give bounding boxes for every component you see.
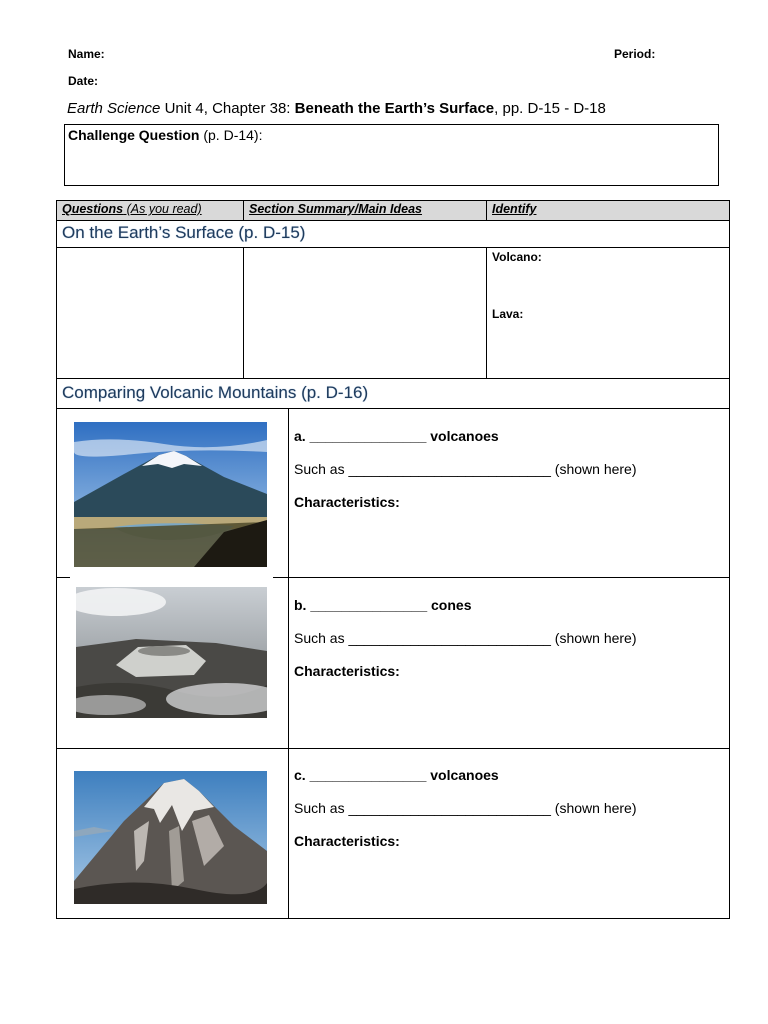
table-border-left — [56, 200, 57, 919]
volcano-type-c: c. _______________ volcanoes — [294, 767, 499, 783]
title-unit: Unit 4, Chapter 38: — [164, 100, 295, 117]
table-divider — [56, 748, 730, 749]
characteristics-a: Characteristics: — [294, 494, 400, 510]
table-divider — [56, 408, 730, 409]
questions-cell[interactable] — [57, 248, 242, 378]
table-divider — [288, 408, 289, 919]
table-divider — [56, 220, 730, 221]
table-divider — [486, 247, 487, 379]
such-as-c: Such as __________________________ (shown here) — [294, 800, 637, 816]
period-label: Period: — [614, 47, 656, 61]
volcano-type-a: a. _______________ volcanoes — [294, 428, 499, 444]
table-border-right — [729, 200, 730, 919]
table-divider — [56, 247, 730, 248]
characteristics-c: Characteristics: — [294, 833, 400, 849]
section-title-volcanic-mountains: Comparing Volcanic Mountains (p. D-16) — [62, 383, 369, 402]
table-divider — [56, 378, 730, 379]
header-summary: Section Summary/Main Ideas — [249, 202, 422, 216]
cinder-cone-photo — [76, 587, 267, 718]
summary-cell[interactable] — [244, 248, 485, 378]
notes-table — [56, 200, 730, 919]
title-pages: , pp. D-15 - D-18 — [494, 100, 606, 117]
section-title-earth-surface: On the Earth’s Surface (p. D-15) — [62, 223, 306, 242]
volcano-type-b: b. _______________ cones — [294, 597, 472, 613]
table-divider — [486, 200, 487, 221]
table-border-bottom — [56, 918, 730, 919]
characteristics-b: Characteristics: — [294, 663, 400, 679]
identify-term-lava: Lava: — [492, 307, 524, 321]
challenge-question — [68, 127, 262, 143]
such-as-b: Such as __________________________ (shown here) — [294, 630, 637, 646]
identify-term-volcano: Volcano: — [492, 250, 542, 264]
challenge-question-box[interactable] — [64, 124, 719, 186]
such-as-a: Such as __________________________ (shown here) — [294, 461, 637, 477]
header-identify: Identify — [492, 202, 537, 216]
header-questions: Questions (As you read) — [62, 202, 202, 216]
composite-volcano-photo — [74, 771, 267, 904]
title-chapter-name: Beneath the Earth’s Surface — [294, 100, 495, 117]
date-label: Date: — [68, 74, 99, 88]
challenge-ref: (p. D-14): — [199, 127, 263, 143]
table-divider — [243, 200, 244, 221]
challenge-label: Challenge Question — [68, 127, 200, 143]
table-divider — [273, 577, 288, 578]
table-divider — [243, 247, 244, 379]
name-label: Name: — [68, 47, 105, 61]
table-divider — [56, 577, 70, 578]
table-divider — [288, 577, 730, 578]
worksheet-title — [67, 100, 606, 117]
shield-volcano-photo — [74, 422, 267, 567]
table-border-top — [56, 200, 730, 201]
title-subject: Earth Science — [67, 100, 161, 117]
